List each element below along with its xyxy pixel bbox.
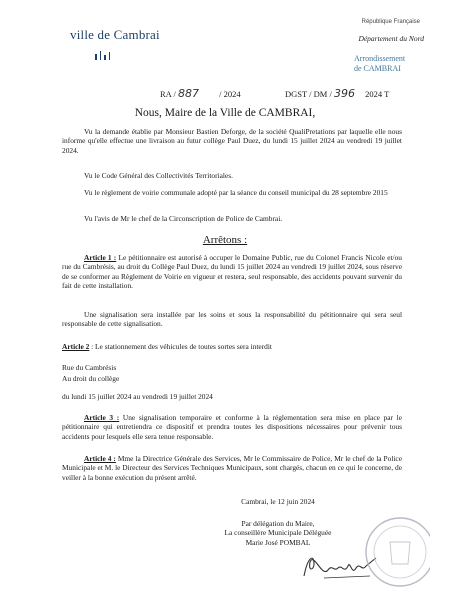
article-2-label: Article 2: [62, 342, 90, 351]
article-1-label: Article 1 :: [84, 253, 117, 262]
official-seal-icon: [360, 512, 430, 592]
article-1-signalisation: Une signalisation sera installée par les soins et sous la responsabilité du pétitionnaire qui sera seul responsable de cette signalisation.: [62, 310, 402, 329]
ra-reference: [160, 87, 241, 100]
article-1: [62, 253, 402, 291]
republic-label: République Française: [361, 19, 420, 25]
delegation-line: Par délégation du Maire,: [241, 519, 315, 528]
ra-label: RA /: [160, 89, 176, 99]
preamble-reglement: Vu le règlement de voirie communale adopté par la séance du conseil municipal du 28 septembre 2015: [84, 188, 388, 197]
arrondissement-label: [354, 54, 424, 74]
arretons-heading: Arrêtons :: [202, 234, 248, 246]
article-4-text: Mme la Directrice Générale des Services, Mr le Commissaire de Police, Mr le chef de la Police Municipale et M. le Directeur des Services Techniques Municipaux, sont chargés, chacun en ce qui le concerne, de veiller à la bonne exécution du présent arrêté.: [62, 454, 402, 482]
article-3-text: Une signalisation temporaire et conforme à la réglementation sera mise en place par le pétitionnaire qui entretiendra ce dispositif et prendra toutes les dispositions nécessaires pour prévenir tous accidents pour lesquels elle sera tenue responsable.: [62, 413, 402, 441]
article-3: [62, 413, 402, 441]
article-2-text: : Le stationnement des véhicules de toutes sortes sera interdit: [89, 342, 272, 351]
city-logo-icon: [95, 42, 113, 52]
preamble-code: Vu le Code Général des Collectivités Territoriales.: [84, 171, 233, 180]
role-line: La conseillère Municipale Déléguée: [224, 528, 332, 538]
article-4: [62, 454, 402, 482]
article-1-text: Le pétitionnaire est autorisé à occuper le Domaine Public, rue du Colonel Francis Nicole et/ou rue du Cambrésis, au droit du Collège Paul Duez, du lundi 15 juillet 2024 au vendredi 19 juillet 2024, sous réserve de se conformer au Règlement de Voirie en vigueur et restera, seul responsable, des accidents pouvant survenir du fait de cette installation.: [62, 253, 402, 291]
article-3-label: Article 3 :: [84, 413, 120, 422]
dgst-year: 2024 T: [365, 89, 390, 99]
arrondissement-line2: de CAMBRAI: [354, 64, 401, 73]
signatory-name: Marie José POMBAL: [245, 537, 311, 547]
dgst-reference: [285, 87, 389, 100]
ra-year: / 2024: [219, 89, 241, 99]
department-label: Département du Nord: [358, 34, 424, 43]
signature-block: [198, 519, 358, 547]
arrondissement-line1: Arrondissement: [354, 54, 406, 63]
page-title: Nous, Maire de la Ville de CAMBRAI,: [134, 107, 316, 119]
preamble-request: Vu la demande établie par Monsieur Bastien Deforge, de la société QualiPretations par laquelle elle nous informe qu'elle effectue une livraison au futur collège Paul Duez, du lundi 15 juillet 2024 au vendredi 19 juillet 2024.: [62, 127, 402, 155]
article-2-place-1: Rue du Cambrésis: [62, 363, 117, 372]
place-date: Cambrai, le 12 juin 2024: [241, 497, 315, 506]
dgst-label: DGST / DM /: [285, 89, 332, 99]
preamble-police: Vu l'avis de Mr le chef de la Circonscription de Police de Cambrai.: [84, 214, 283, 223]
article-2: [62, 342, 272, 351]
ra-number: 887: [177, 87, 199, 100]
article-4-label: Article 4 :: [84, 454, 116, 463]
article-2-dates: du lundi 15 juillet 2024 au vendredi 19 juillet 2024: [62, 392, 213, 401]
dgst-number: 396: [333, 87, 355, 100]
article-2-place-2: Au droit du collège: [62, 374, 120, 383]
city-logo-text: ville de Cambrai: [70, 27, 160, 42]
